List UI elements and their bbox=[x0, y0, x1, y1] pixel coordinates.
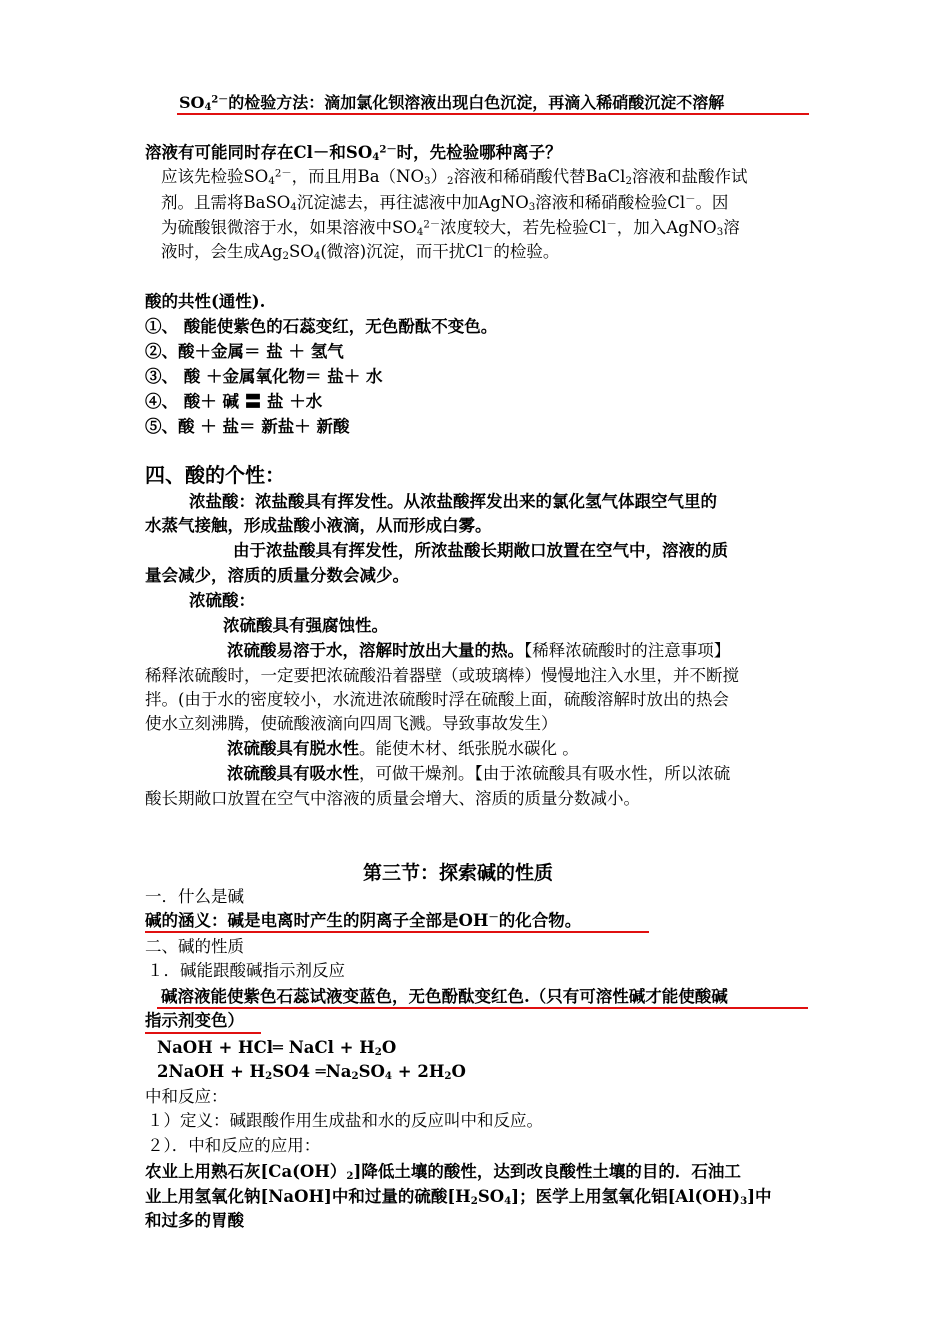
h2so4-heat-line bbox=[227, 640, 730, 662]
red-underline bbox=[145, 931, 649, 933]
h2so4-absorb-rest: ，可做干燥剂。【由于浓硫酸具有吸水性，所以浓硫 bbox=[359, 764, 731, 783]
question-body-line: 剂。且需将BaSO$_4$沉淀滤去，再往滤液中加AgNO$_3$溶液和稀硝酸检验Cl－。因 bbox=[161, 193, 729, 214]
h2so4-dehydration-bold: 浓硫酸具有脱水性 bbox=[227, 739, 359, 758]
base-indicator-line: 碱溶液能使紫色石蕊试液变蓝色，无色酚酞变红色.（只有可溶性碱才能使酸碱 bbox=[161, 987, 728, 1006]
acid-common-title: 酸的共性(通性). bbox=[145, 292, 266, 311]
acid-common-item: ⑤、酸 ＋ 盐＝ 新盐＋ 新酸 bbox=[145, 417, 350, 436]
section-3-heading: 第三节：探索碱的性质 bbox=[363, 862, 554, 884]
hcl-paragraph-line: 浓盐酸：浓盐酸具有挥发性。从浓盐酸挥发出来的氯化氢气体跟空气里的 bbox=[189, 492, 717, 511]
question-body-line: 为硫酸银微溶于水，如果溶液中$SO_4^{2-}$浓度较大，若先检验Cl－，加入AgNO$_3$溶 bbox=[161, 218, 740, 239]
h2so4-heading: 浓硫酸： bbox=[189, 591, 255, 610]
h2so4-dilute-line: 稀释浓硫酸时，一定要把浓硫酸沿着器壁（或玻璃棒）慢慢地注入水里，并不断搅 bbox=[145, 666, 739, 685]
h2so4-dilute-line: 拌。(由于水的密度较小，水流进浓硫酸时浮在硫酸上面，硫酸溶解时放出的热会 bbox=[145, 690, 729, 709]
h2so4-dilute-line: 使水立刻沸腾，使硫酸液滴向四周飞溅。导致事故发生） bbox=[145, 714, 558, 733]
h2so4-dehydration-line bbox=[227, 738, 579, 760]
acid-common-item: ①、 酸能使紫色的石蕊变红，无色酚酞不变色。 bbox=[145, 317, 498, 336]
h2so4-absorb-cont: 酸长期敞口放置在空气中溶液的质量会增大、溶质的质量分数减小。 bbox=[145, 789, 640, 808]
base-definition: 碱的涵义：碱是电离时产生的阴离子全部是OH－的化合物。 bbox=[145, 911, 582, 930]
h2so4-absorb-bold: 浓硫酸具有吸水性 bbox=[227, 764, 359, 783]
neutralization-application-heading: ２）．中和反应的应用： bbox=[147, 1136, 321, 1155]
hcl-paragraph-line: 水蒸气接触，形成盐酸小液滴，从而形成白雾。 bbox=[145, 516, 492, 535]
h2so4-dehydration-rest: 。能使木材、纸张脱水碳化 。 bbox=[359, 739, 579, 758]
red-underline bbox=[145, 1032, 261, 1034]
section-4-heading: 四、酸的个性： bbox=[145, 463, 285, 487]
h2so4-heat-note: 【稀释浓硫酸时的注意事项】 bbox=[524, 641, 731, 660]
equation-1: NaOH + HCl═ NaCl + $H_2O$ bbox=[157, 1038, 397, 1059]
neutralization-application-line: 农业上用熟石灰$[Ca(OH)_2]$降低土壤的酸性，达到改良酸性土壤的目的．石油工 bbox=[145, 1162, 741, 1183]
acid-common-item: ④、 酸＋ 碱 〓 盐 ＋水 bbox=[145, 392, 323, 411]
question-body-line: 液时，会生成$Ag_2SO_4$(微溶)沉淀，而干扰Cl－的检验。 bbox=[161, 242, 560, 263]
equation-2: 2NaOH + $H_2SO4$ $═Na_2SO_4 + 2H_2O$ bbox=[157, 1062, 466, 1083]
base-property-1: １．碱能跟酸碱指示剂反应 bbox=[147, 961, 345, 980]
neutralization-definition: １）定义：碱跟酸作用生成盐和水的反应叫中和反应。 bbox=[147, 1111, 543, 1130]
question-body-line: 应该先检验$SO_4^{2-}$，而且用$Ba(NO_3)_2$溶液和稀硝酸代替BaCl$_2$溶液和盐酸作试 bbox=[161, 167, 748, 188]
h2so4-absorb-line bbox=[227, 763, 730, 785]
hcl-paragraph-line: 由于浓盐酸具有挥发性，所浓盐酸长期敞口放置在空气中，溶液的质 bbox=[233, 541, 728, 560]
question-title: 溶液有可能同时存在Cl－和$SO_4^{2-}$时，先检验哪种离子？ bbox=[145, 143, 562, 164]
h2so4-corrosive: 浓硫酸具有强腐蚀性。 bbox=[223, 616, 388, 635]
red-underline bbox=[177, 113, 809, 115]
acid-common-item: ③、 酸 ＋金属氧化物＝ 盐＋ 水 bbox=[145, 367, 383, 386]
base-properties-heading: 二、碱的性质 bbox=[145, 937, 244, 956]
red-underline bbox=[157, 1007, 808, 1009]
neutralization-application-line: 和过多的胃酸 bbox=[145, 1211, 244, 1230]
base-what-heading: 一．什么是碱 bbox=[145, 887, 244, 906]
so4-test-method: $SO_4^{2-}$的检验方法：滴加氯化钡溶液出现白色沉淀，再滴入稀硝酸沉淀不溶解 bbox=[179, 93, 725, 113]
neutralization-heading: 中和反应： bbox=[145, 1087, 228, 1106]
base-indicator-line: 指示剂变色） bbox=[145, 1011, 244, 1030]
acid-common-item: ②、酸＋金属＝ 盐 ＋ 氢气 bbox=[145, 342, 344, 361]
h2so4-heat-bold: 浓硫酸易溶于水，溶解时放出大量的热。 bbox=[227, 641, 524, 660]
hcl-paragraph-line: 量会减少，溶质的质量分数会减少。 bbox=[145, 566, 409, 585]
neutralization-application-line: 业上用氢氧化钠[NaOH]中和过量的硫酸$[H_2SO_4]$；医学上用氢氧化铝$[Al(OH)_3]$中 bbox=[145, 1187, 772, 1208]
